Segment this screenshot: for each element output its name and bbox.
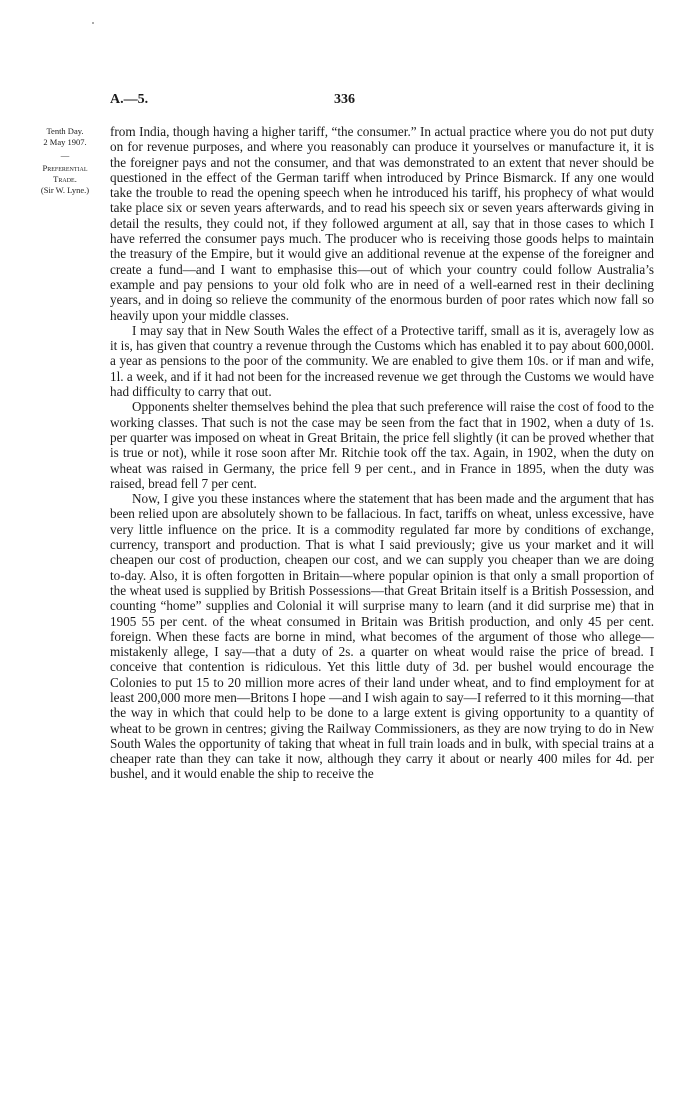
body-text [110,124,654,782]
paragraph-3: Opponents shelter themselves behind the plea that such preference will raise the cost of food to the working classes. That such is not the case may be seen from the fact that in 1902, when a duty of 1s. per quarter was imposed on wheat in Great Britain, the price fell slightly (it can be proved whether that is true or not), while it rose soon after Mr. Ritchie took off the tax. Again, in 1902, when the duty on wheat was raised in Germany, the price fell 9 per cent., and in France in 1895, when the duty was raised, bread fell 7 per cent. [110,399,654,491]
page-speck [92,22,94,24]
margin-date: 2 May 1907. [43,137,87,147]
margin-day: Tenth Day. [46,126,84,136]
margin-speaker: (Sir W. Lyne.) [40,185,90,195]
document-reference: A.—5. [110,92,149,107]
page-number: 336 [334,92,355,107]
paragraph-2: I may say that in New South Wales the effect of a Protective tariff, small as it is, averagely low as it is, has given that country a revenue through the Customs which has enabled it to pay about 600,000l. a year as pensions to the poor of the community. We are enabled to give them 10s. or if man and wife, 1l. a week, and if it had not been for the increased revenue we get through the Customs we would have had difficulty to carry that out. [110,322,654,400]
page-header [110,92,650,108]
paragraph-1: from India, though having a higher tariff, “the consumer.” In actual practice where you do not put duty on for revenue purposes, and where you reasonably can produce it yourselves or manufacture it, it is the foreigner pays and not the consumer, and that was demonstrated to an extent that never should be questioned in the effect of the German tariff when introduced by Prince Bismarck. If any one would take the trouble to read the opening speech when he introduced his tariff, his prophecy of what would take place six or seven years afterwards, and to read his speech six or seven years afterwards giving in detail the results, they could not, if they followed argument at all, say that in those cases to which I have referred the consumer pays much. The producer who is receiving those goods helps to maintain the treasury of the Empire, but it would give an additional revenue at the expense of the foreigner and create a fund—and I want to emphasise this—out of which your country could follow Australia’s example and pay pensions to your old folk who are in need of a well-earned rest in their declining years, and in doing so relieve the community of the enormous burden of poor rates which now fall so heavily upon your middle classes. [110,124,654,323]
margin-topic-line-1: Preferential [42,163,88,173]
paragraph-4: Now, I give you these instances where the statement that has been made and the argument that has been relied upon are absolutely shown to be fallacious. In fact, tariffs on wheat, unless excessive, have very little influence on the price. It is a commodity regulated far more by conditions of exchange, currency, transport and production. That is what I said previously; give us your market and it will cheapen our cost of production, cheapen our cost, and we can supply you cheaper than we are doing to-day. Also, it is often forgotten in Britain—where popular opinion is that only a small proportion of the wheat used is supplied by British Possessions—that Great Britain itself is a British Possession, and counting “home” supplies and Colonial it will surprise many to learn (and it did surprise me) that in 1905 55 per cent. of the wheat consumed in Britain was British production, and only 45 per cent. foreign. When these facts are borne in mind, what becomes of the argument of those who allege—mistakenly allege, I say—that a duty of 2s. a quarter on wheat would raise the price of bread. I conceive that contention is ridiculous. Yet this little duty of 3d. per bushel would encourage the Colonies to put 15 to 20 million more acres of their land under wheat, and to find employment for at least 200,000 more men—Britons I hope —and I wish again to say—I referred to it this morning—that the way in which that could help to be done to a large extent is giving opportunity to a quantity of wheat to be grown in centres; giving the Railway Commissioners, as they are now trying to do in New South Wales the opportunity of taking that wheat in full train loads and in bulk, with special trains at a cheaper rate than they can take it now, although they carry it about or nearly 400 miles for 4d. per bushel, and it would enable the ship to receive the [110,491,654,782]
margin-notes [30,126,100,196]
margin-separator: — [60,150,70,160]
margin-topic-line-2: Trade. [53,174,77,184]
